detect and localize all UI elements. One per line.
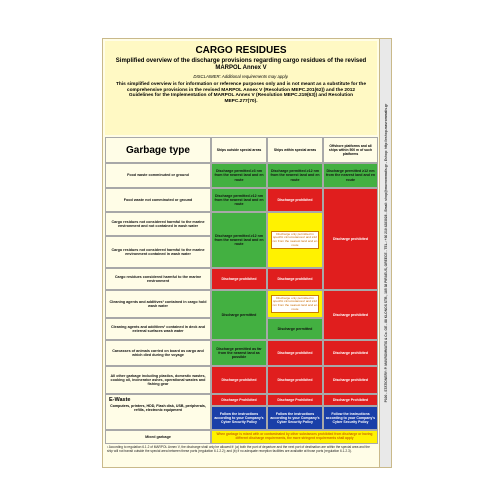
cell-ewaste-within-cyber: Follow the instructions according to your Company's Cyber Security Policy [267, 406, 323, 430]
row-cargo-not-harmful: Cargo residues not considered harmful to the marine environment and not contained in wash water [105, 212, 211, 236]
row-all-other-garbage: All other garbage including plastics, domestic wastes, cooking oil, incinerator ashes, operational wastes and fishing gear [105, 366, 211, 394]
cell-other-within: Discharge prohibited [267, 366, 323, 394]
cell-carcass-within: Discharge prohibited [267, 340, 323, 366]
cell-offshore-prohibited-1: Discharge prohibited [323, 188, 378, 290]
garbage-type-header: Garbage type [105, 137, 211, 163]
row-food-not-comminuted: Food waste not comminuted or ground [105, 188, 211, 212]
conditional-box-1: Discharge only permitted in specific circumstances² and ≥12 nm from the nearest land and en route [271, 231, 320, 249]
row-cleaning-hold: Cleaning agents and additives¹ contained in cargo hold wash water [105, 290, 211, 318]
cell-ewaste-outside-cyber: Follow the instructions according to your Company's Cyber Security Policy [211, 406, 267, 430]
e-waste-desc: Computers, printers, HDD, Flash disk, USB, peripherals, refills, electronic equipment [110, 404, 206, 413]
cell-mixed-rule: When garbage is mixed with or contaminated by other substances prohibited from discharge or having different discharge requirements, the more stringent requirements shall apply [211, 430, 378, 444]
cell-offshore-prohibited-2: Discharge prohibited [323, 290, 378, 340]
cell-ewaste-offshore-cyber: Follow the instructions according to your Company's Cyber Security Policy [323, 406, 378, 430]
publisher-info: P100 - STATIONERY: P. MAVROMMATIS & Co. OE - 88 KLONOS STR., 185 38 PIRAEUS, GREECE - TEL.: +30 210 4283028 - Email: shop@mavrommatis.gr - Eshop: http://eshop.mavrommatis.gr [383, 103, 388, 403]
cell-cargo-within [267, 212, 323, 268]
cell-food-not-outside: Discharge permitted ≥12 nm from the nearest land and en route [211, 188, 267, 212]
row-food-comminuted: Food waste comminuted or ground [105, 163, 211, 188]
row-mixed-garbage: Mixed garbage [105, 430, 211, 444]
poster-title: CARGO RESIDUES [195, 45, 287, 56]
col-header-within: Ships within special areas [267, 137, 323, 163]
e-waste-title: E-Waste [109, 397, 131, 403]
cell-carcass-offshore: Discharge prohibited [323, 340, 378, 366]
cell-food-comm-offshore: Discharge permitted ≥12 nm from the nearest land and en route [323, 163, 378, 188]
row-e-waste [105, 394, 211, 430]
cell-harmful-within: Discharge prohibited [267, 268, 323, 290]
conditional-box-2: Discharge only permitted in specific circumstances² and ≥12 nm from the nearest land and en route [271, 295, 320, 313]
col-header-offshore: Offshore platforms and all ships within 500 m of such platforms [323, 137, 378, 163]
cell-cleaning-deck-within: Discharge permitted [267, 318, 323, 340]
cell-ewaste-within-prohibited: Discharge Prohibited [267, 394, 323, 406]
row-cleaning-deck: Cleaning agents and additives¹ contained in deck and external surfaces wash water [105, 318, 211, 340]
poster-header [105, 41, 377, 135]
cell-ewaste-offshore-prohibited: Discharge Prohibited [323, 394, 378, 406]
cell-cleaning-hold-within [267, 290, 323, 318]
cell-food-comm-within: Discharge permitted ≥12 nm from the nearest land and en route [267, 163, 323, 188]
cell-harmful-outside: Discharge prohibited [211, 268, 267, 290]
cell-other-outside: Discharge prohibited [211, 366, 267, 394]
cell-other-offshore: Discharge prohibited [323, 366, 378, 394]
poster-subtitle: Simplified overview of the discharge provisions regarding cargo residues of the revised MARPOL Annex V [115, 58, 367, 71]
cell-carcass-outside: Discharge permitted as far from the nearest land as possible [211, 340, 267, 366]
publisher-side-strip [380, 38, 392, 468]
footnote-1: ¹ According to regulation 6.1.2 of MARPOL Annex V, the discharge shall only be allowed if: (a) both the port of departure and the next port of destination are within the special area and the ship will not transit outside the special area between these ports (regulation 6.1.2.2); and (b) if no adequate reception facilities are available at those ports (regulation 6.1.2.3). [107, 445, 370, 453]
cell-food-comm-outside: Discharge permitted ≥3 nm from the nearest land and en route [211, 163, 267, 188]
row-carcasses: Carcasses of animals carried on board as cargo and which died during the voyage [105, 340, 211, 366]
cell-cargo-outside: Discharge permitted ≥12 nm from the nearest land and en route [211, 212, 267, 268]
disclaimer: DISCLAIMER: Additional requirements may apply. [193, 74, 289, 79]
cell-food-not-within: Discharge prohibited [267, 188, 323, 212]
cargo-residues-poster [102, 38, 380, 468]
cell-ewaste-outside-prohibited: Discharge Prohibited [211, 394, 267, 406]
row-cargo-harmful: Cargo residues considered harmful to the marine environment [105, 268, 211, 290]
intro-text: This simplified overview is for information or reference purposes only and is not meant as a substitute for the comprehensive provisions in the revised MARPOL Annex V (Resolution MEPC.201(62)) and the 2012 Guidelines for the Implementation of MARPOL Annex V (Resolution MEPC.219(63)) and Resolution MEPC.277(70). [115, 82, 367, 104]
col-header-outside: Ships outside special areas [211, 137, 267, 163]
cell-cleaning-outside: Discharge permitted [211, 290, 267, 340]
row-cargo-wash-water: Cargo residues not considered harmful to the marine environment contained in wash water [105, 236, 211, 268]
